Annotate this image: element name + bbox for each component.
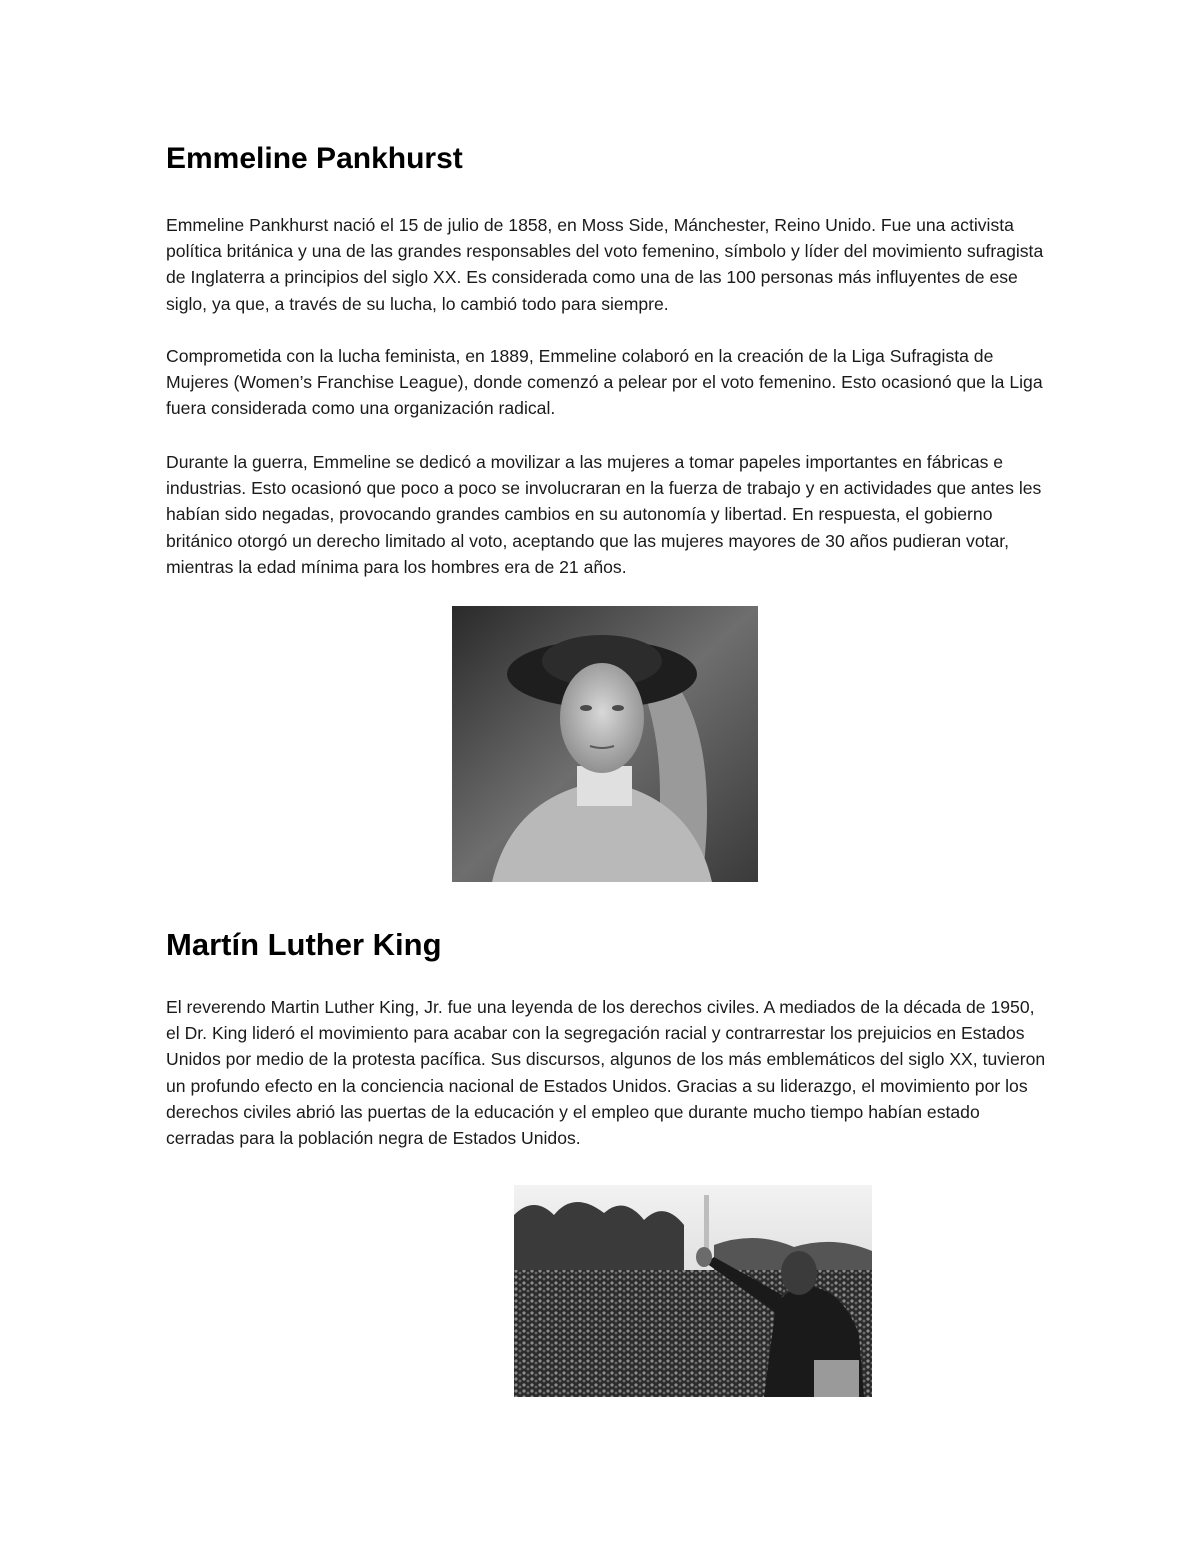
pankhurst-paragraph-1: Emmeline Pankhurst nació el 15 de julio de 1858, en Moss Side, Mánchester, Reino Unido. Fue una activista política británica y una de las grandes responsables del voto femenino, símbolo y líder del movimiento sufragista de Inglaterra a principios del siglo XX. Es considerada como una de las 100 personas más influyentes de ese siglo, ya que, a través de su lucha, lo cambió todo para siempre. [166, 215, 1044, 314]
pankhurst-portrait-photo [452, 606, 758, 882]
pankhurst-paragraph-3: Durante la guerra, Emmeline se dedicó a movilizar a las mujeres a tomar papeles importantes en fábricas e industrias. Esto ocasionó que poco a poco se involucraran en la fuerza de trabajo y en actividades que antes les habían sido negadas, provocando grandes cambios en su autonomía y libertad. En respuesta, el gobierno británico otorgó un derecho limitado al voto, aceptando que las mujeres mayores de 30 años pudieran votar, mientras la edad mínima para los hombres era de 21 años. [166, 452, 1042, 577]
king-paragraph-1: El reverendo Martin Luther King, Jr. fue una leyenda de los derechos civiles. A mediados de la década de 1950, el Dr. King lideró el movimiento para acabar con la segregación racial y contrarrestar los prejuicios en Estados Unidos por medio de la protesta pacífica. Sus discursos, algunos de los más emblemáticos del siglo XX, tuvieron un profundo efecto en la conciencia nacional de Estados Unidos. Gracias a su liderazgo, el movimiento por los derechos civiles abrió las puertas de la educación y el empleo que durante mucho tiempo habían estado cerradas para la población negra de Estados Unidos. [166, 997, 1046, 1149]
pankhurst-paragraph-2: Comprometida con la lucha feminista, en 1889, Emmeline colaboró en la creación de la Liga Sufragista de Mujeres (Women’s Franchise League), donde comenzó a pelear por el voto femenino. Esto ocasionó que la Liga fuera considerada como una organización radical. [166, 346, 1043, 419]
section-title-pankhurst: Emmeline Pankhurst [166, 142, 463, 175]
section-title-king: Martín Luther King [166, 927, 442, 962]
king-speech-photo [514, 1185, 872, 1397]
